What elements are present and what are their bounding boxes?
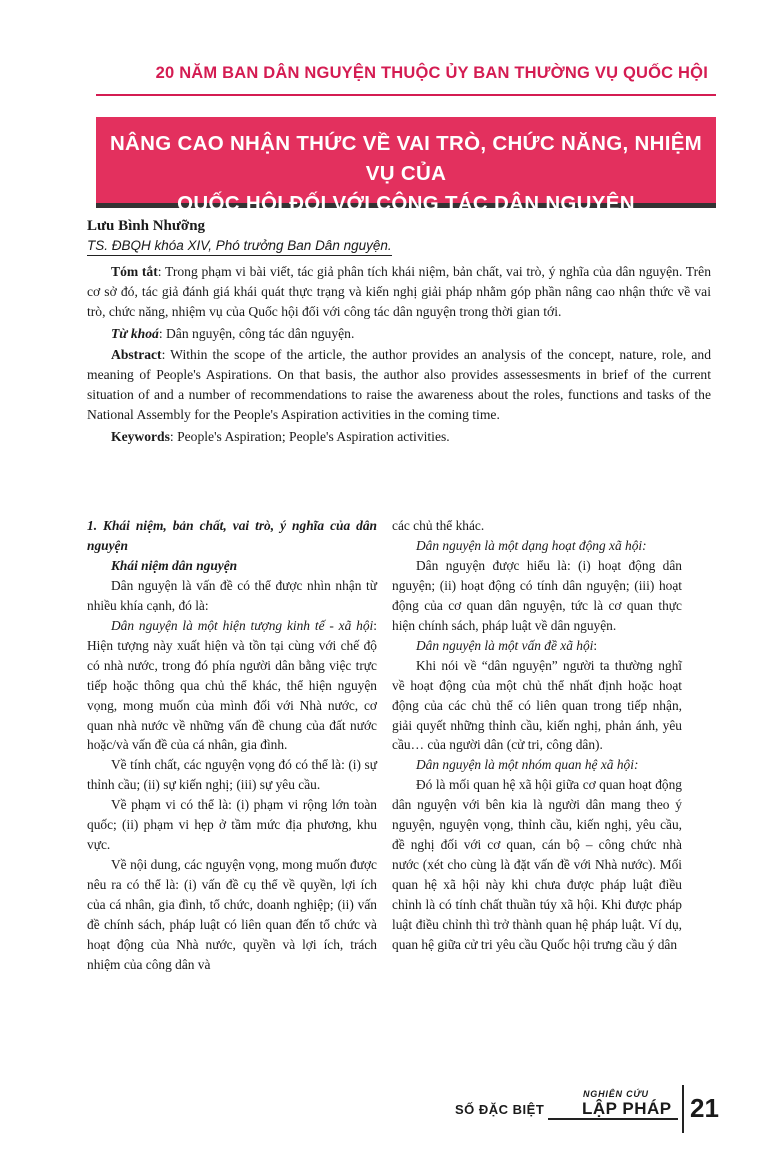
keywords-en-label: Keywords [111, 428, 170, 444]
inline-heading: Dân nguyện là một vấn đề xã hội [416, 637, 594, 653]
article-title-banner [96, 117, 716, 215]
inline-heading: Dân nguyện là một hiện tượng kinh tế - xã hội [111, 617, 374, 633]
abstract-vi-label: Tóm tắt [111, 264, 158, 279]
paragraph: các chủ thể khác. [392, 518, 485, 533]
abstract-block [87, 262, 711, 447]
paragraph-text: : Hiện tượng này xuất hiện và tồn tại cùng với chế độ có nhà nước, trong đó phía người dân bằng việc trực tiếp hoặc thông qua chủ thể khác, thể hiện nguyện vọng, mong muốn của mình đối với Nhà nước, cơ quan nhà nước về những vấn đề chung của đất nước hoặc/và vấn đề của cá nhân, gia đình. [87, 617, 377, 753]
article-title-line-2: QUỐC HỘI ĐỐI VỚI CÔNG TÁC DÂN NGUYỆN [177, 192, 635, 215]
keywords-en-text: : People's Aspiration; People's Aspiration activities. [169, 428, 450, 444]
section-heading: 1. Khái niệm, bản chất, vai trò, ý nghĩa của dân nguyện [87, 518, 377, 553]
footer-journal-subtitle: NGHIÊN CỨU [583, 1089, 649, 1099]
footer-divider [682, 1085, 684, 1133]
keywords-en [87, 427, 711, 447]
keywords-vi-label: Từ khoá [111, 325, 159, 341]
footer-underline [548, 1118, 678, 1120]
article-title-line-1: NÂNG CAO NHẬN THỨC VỀ VAI TRÒ, CHỨC NĂNG, NHIỆM VỤ CỦA [109, 132, 703, 185]
abstract-en-text: : Within the scope of the article, the author provides an analysis of the concept, nature, role, and meaning of People's Aspirations. On that basis, the author also provides assessesments in brief of the current situation of and a number of recommendations to raise the awareness about the roles, functions and tasks of the National Assembly for the People's Aspiration activities in the coming time. [87, 346, 711, 423]
inline-heading-wrap [392, 636, 682, 656]
author-affiliation: TS. ĐBQH khóa XIV, Phó trưởng Ban Dân nguyện. [87, 238, 392, 256]
paragraph: Dân nguyện là vấn đề có thể được nhìn nhận từ nhiều khía cạnh, đó là: [87, 577, 377, 613]
page-number: 21 [690, 1093, 719, 1123]
inline-heading-colon: : [593, 637, 598, 653]
paragraph: Về nội dung, các nguyện vọng, mong muốn được nêu ra có thể là: (i) vấn đề cụ thể về quyền, lợi ích của cá nhân, gia đình, tổ chức, doanh nghiệp; (ii) vấn đề chính sách, pháp luật có liên quan đến tổ chức và hoạt động của Nhà nước, quyền và lợi ích, trách nhiệm của công dân và [87, 857, 377, 972]
keywords-vi [87, 324, 711, 344]
paragraph: Đó là mối quan hệ xã hội giữa cơ quan hoạt động dân nguyện với bên kia là người dân mang theo ý nguyện, nguyện vọng, thỉnh cầu, kiến nghị, yêu cầu, đề nghị đối với cơ quan, cán bộ – công chức nhà nước (xét cho cùng là đặt vấn đề với Nhà nước). Mối quan hệ xã hội này khi chưa được pháp luật điều chỉnh là có tính chất thuần túy xã hội. Khi được pháp luật điều chỉnh thì trở thành quan hệ pháp luật. Ví dụ, quan hệ giữa cử tri yêu cầu Quốc hội trưng cầu ý dân [392, 777, 682, 953]
inline-heading: Dân nguyện là một nhóm quan hệ xã hội: [416, 757, 639, 773]
running-head-rule [96, 94, 716, 96]
abstract-en [87, 345, 711, 426]
footer-issue-label: SỐ ĐẶC BIỆT [455, 1102, 545, 1117]
sub-heading: Khái niệm dân nguyện [111, 557, 238, 573]
running-head: 20 NĂM BAN DÂN NGUYỆN THUỘC ỦY BAN THƯỜNG VỤ QUỐC HỘI [155, 64, 708, 82]
abstract-vi [87, 262, 711, 323]
author-name: Lưu Bình Nhưỡng [87, 218, 206, 234]
paragraph: Về tính chất, các nguyện vọng đó có thể là: (i) sự thỉnh cầu; (ii) sự kiến nghị; (iii) sự yêu cầu. [87, 757, 377, 793]
footer-journal-name: LẬP PHÁP [582, 1099, 672, 1118]
body-column-left [87, 516, 377, 975]
paragraph [87, 616, 377, 756]
body-column-right [392, 516, 682, 955]
keywords-vi-text: : Dân nguyện, công tác dân nguyện. [158, 325, 355, 341]
abstract-en-label: Abstract [111, 346, 162, 362]
inline-heading: Dân nguyện là một dạng hoạt động xã hội: [416, 537, 647, 553]
paragraph: Về phạm vi có thể là: (i) phạm vi rộng lớn toàn quốc; (ii) phạm vi hẹp ở tầm mức địa phương, khu vực. [87, 797, 377, 853]
paragraph: Dân nguyện được hiểu là: (i) hoạt động dân nguyện; (ii) hoạt động có tính dân nguyện; (iii) hoạt động của cơ quan dân nguyện, tức là cơ quan thực hiện chính sách, pháp luật về dân nguyện. [392, 557, 682, 633]
paragraph: Khi nói về “dân nguyện” người ta thường nghĩ về hoạt động của một chủ thể nhất định hoặc hoạt động của các chủ thể có liên quan trong tiếp nhận, giải quyết những thỉnh cầu, kiến nghị, phản ánh, yêu cầu… của người dân (cử tri, công dân). [392, 657, 682, 753]
abstract-vi-text: : Trong phạm vi bài viết, tác giả phân tích khái niệm, bản chất, vai trò, ý nghĩa của dân nguyện. Trên cơ sở đó, tác giả đánh giá khái quát thực trạng và kiến nghị giải pháp nhằm góp phần nâng cao nhận thức về vai trò, chức năng, nhiệm vụ của Quốc hội đối với công tác dân nguyện trong thời gian tới. [87, 264, 711, 320]
